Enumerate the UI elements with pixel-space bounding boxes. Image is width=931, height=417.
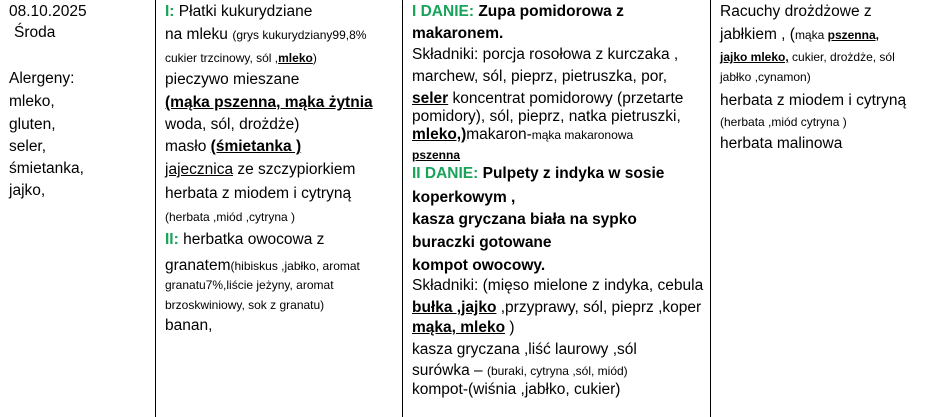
ingredients-line: kompot-(wiśnia ,jabłko, cukier) — [412, 381, 621, 398]
ingredients-line: surówka – (buraki, cytryna ,sól, miód) — [412, 362, 628, 379]
meal-line: herbata z miodem i cytryną — [165, 185, 352, 202]
ingredients-line: pomidory), sól, pieprz, natka pietruszki, — [412, 108, 681, 125]
meal-line: granatu7%,liście jeżyny, aromat — [165, 278, 334, 292]
ingredients-line: marchew, sól, pieprz, pietruszka, por, — [412, 68, 668, 85]
dish-title: buraczki gotowane — [412, 234, 552, 251]
ingredients-line: Składniki: porcja rosołowa z kurczaka , — [412, 46, 679, 63]
meal-line: Racuchy drożdżowe z — [720, 3, 872, 20]
meal-line: (herbata ,miód ,cytryna ) — [165, 210, 296, 224]
allergen-highlight: bułka ,jajko — [412, 299, 497, 316]
allergen-highlight: pszenna — [412, 148, 461, 162]
allergen-item: śmietanka, — [9, 160, 84, 177]
dish-title: koperkowym , — [412, 189, 516, 206]
meal-line: na mleku (grys kukurydziany99,8% — [165, 26, 367, 43]
meal-line: woda, sól, drożdże) — [165, 116, 300, 133]
date: 08.10.2025 — [9, 3, 87, 20]
dish-title: kompot owocowy. — [412, 257, 546, 274]
meal-line: jajko mleko, cukier, drożdże, sól — [720, 50, 895, 64]
dish-title: makaronem. — [412, 25, 504, 42]
weekday: Środa — [14, 24, 56, 41]
ingredients-line: mąka, mleko ) — [412, 319, 515, 336]
allergen-highlight: seler — [412, 90, 449, 107]
meal-line: jajecznica ze szczypiorkiem — [165, 161, 356, 178]
allergen-item: gluten, — [9, 116, 56, 133]
allergen-highlight: pszenna, — [827, 28, 879, 42]
allergen-highlight: mleko,) — [412, 126, 467, 143]
meal-line: granatem(hibiskus ,jabłko, aromat — [165, 257, 360, 274]
meal-line: I DANIE: Zupa pomidorowa z — [412, 3, 624, 20]
ingredients-line: mleko,)makaron-mąka makaronowa — [412, 126, 634, 143]
allergen-item: seler, — [9, 138, 47, 155]
allergen-highlight: mleko — [278, 51, 313, 65]
ingredients-line: Składniki: (mięso mielone z indyka, cebula — [412, 277, 704, 294]
meal-line: banan, — [165, 317, 213, 334]
meal-line: II: herbatka owocowa z — [165, 231, 325, 248]
allergen-item: jajko, — [9, 182, 46, 199]
dish-title: kasza gryczana biała na sypko — [412, 211, 637, 228]
allergen-highlight: mąka, mleko — [412, 319, 506, 336]
meal-line: masło (śmietanka ) — [165, 138, 302, 155]
meal-label-i: I: — [165, 3, 175, 20]
meal-label-i-danie: I DANIE: — [412, 3, 474, 20]
meal-line: (herbata ,miód cytryna ) — [720, 115, 847, 129]
allergen-highlight: (mąka pszenna, mąka żytnia — [165, 94, 373, 111]
meal-line: jabłkiem , (mąka pszenna, — [720, 26, 879, 43]
meal-line: jabłko ,cynamon) — [720, 70, 811, 84]
meal-line: cukier trzcinowy, sól ,mleko) — [165, 51, 317, 65]
meal-line: I: Płatki kukurydziane — [165, 3, 313, 20]
meal-label-ii: II: — [165, 231, 179, 248]
meal-line: herbata malinowa — [720, 135, 843, 152]
breakfast-column — [155, 0, 402, 417]
lunch-column — [402, 0, 710, 417]
meal-label-ii-danie: II DANIE: — [412, 165, 479, 182]
ingredients-line: seler koncentrat pomidorowy (przetarte — [412, 90, 684, 107]
meal-line: brzoskwiniowy, sok z granatu) — [165, 298, 325, 312]
allergens-title: Alergeny: — [9, 70, 75, 87]
meal-line: pieczywo mieszane — [165, 71, 300, 88]
date-column — [0, 0, 155, 417]
meal-line: II DANIE: Pulpety z indyka w sosie — [412, 165, 665, 182]
allergen-highlight: (śmietanka ) — [210, 138, 302, 155]
allergen-item: mleko, — [9, 93, 55, 110]
meal-line: herbata z miodem i cytryną — [720, 92, 907, 109]
ingredients-line: bułka ,jajko ,przyprawy, sól, pieprz ,koper — [412, 299, 702, 316]
ingredients-line: kasza gryczana ,liść laurowy ,sól — [412, 341, 637, 358]
allergen-highlight: jajko mleko, — [720, 50, 789, 64]
snack-column — [710, 0, 931, 417]
